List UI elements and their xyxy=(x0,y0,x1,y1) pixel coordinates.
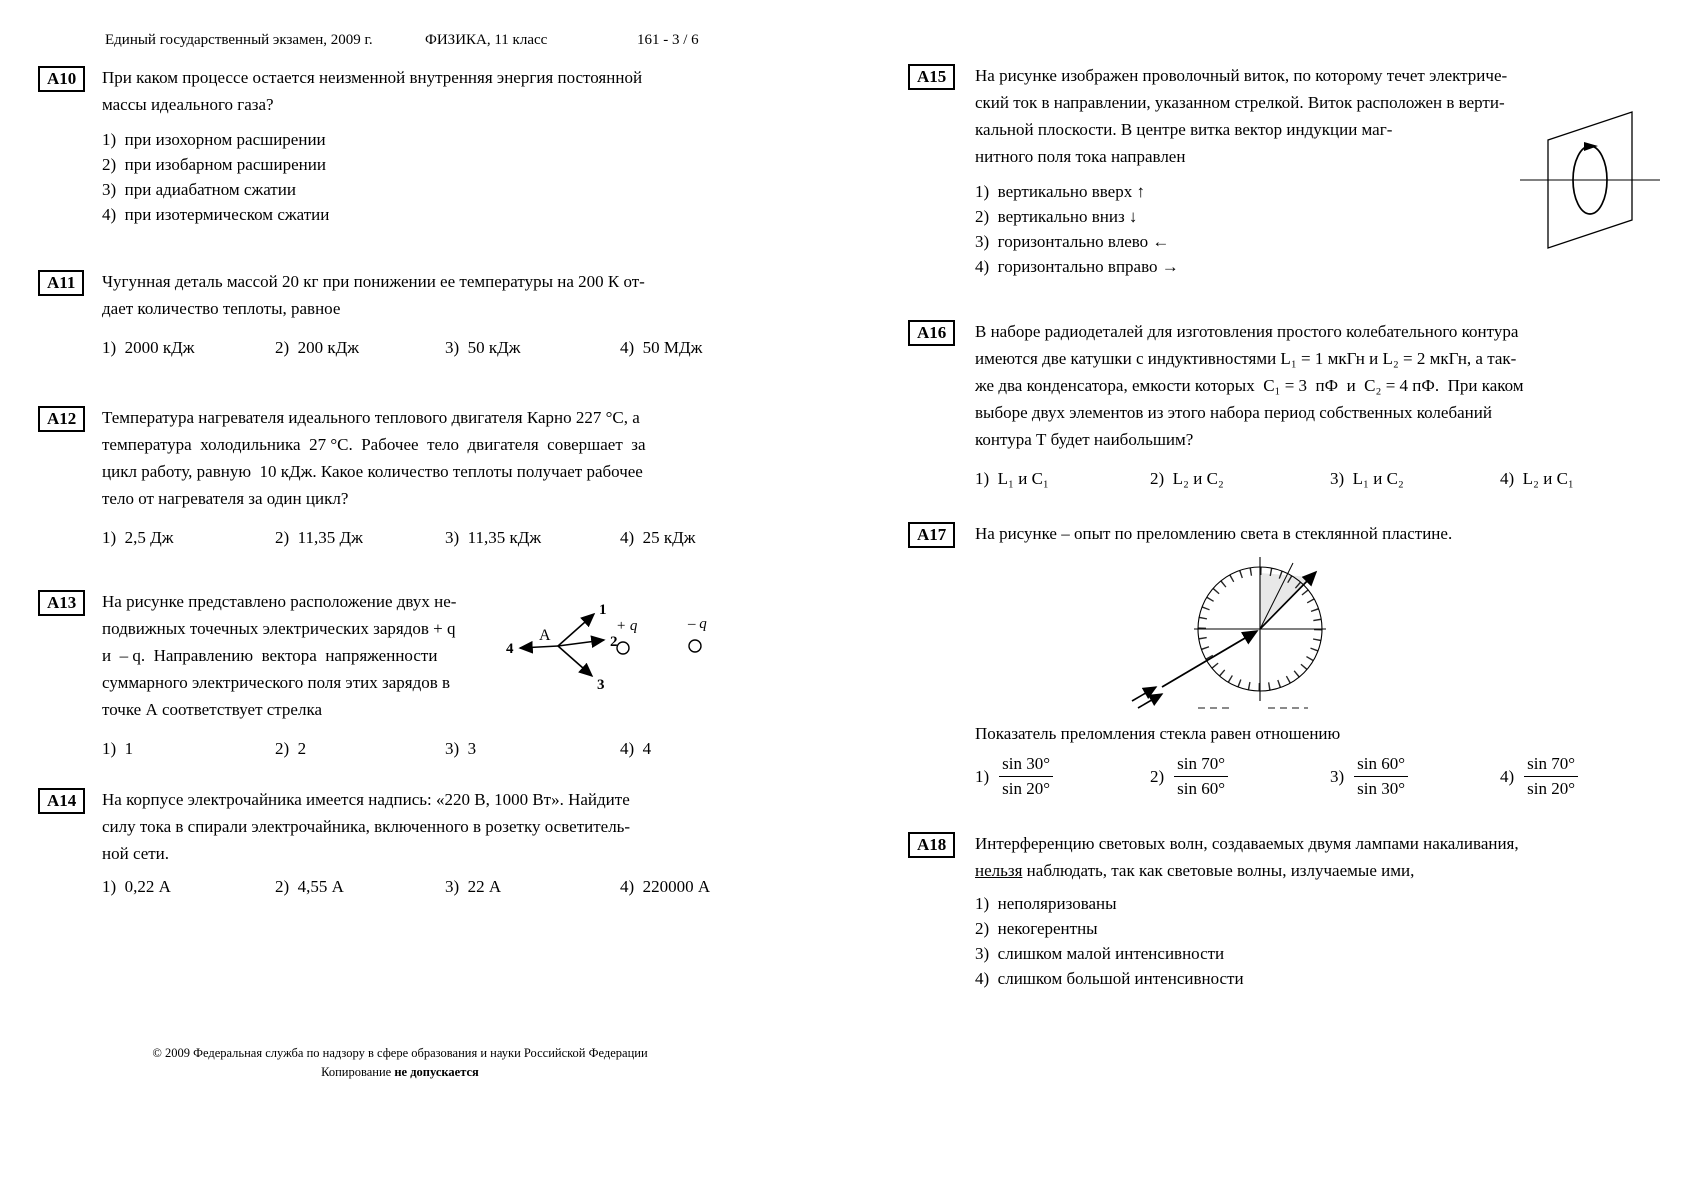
option xyxy=(975,753,1150,800)
arrow-3-label: 3 xyxy=(597,677,605,693)
option: 3) горизонтально влево ← xyxy=(975,232,1170,251)
fraction-denominator: sin 20° xyxy=(1527,779,1576,798)
question-a18-label: А18 xyxy=(908,832,955,858)
option: 4) 4 xyxy=(620,739,652,758)
text-line: При каком процессе остается неизменной внутренняя энергия постоянной xyxy=(102,68,643,87)
option: 2) 11,35 Дж xyxy=(275,528,363,547)
question-a11-label: А11 xyxy=(38,270,84,296)
question-a11 xyxy=(38,268,783,360)
fraction-denominator: sin 20° xyxy=(1002,779,1051,798)
text-line: тело от нагревателя за один цикл? xyxy=(102,489,349,508)
question-a14 xyxy=(38,786,783,899)
question-a15-label: А15 xyxy=(908,64,955,90)
text-line: температура холодильника 27 °С. Рабочее тело двигателя совершает за xyxy=(102,435,646,454)
question-a10 xyxy=(38,64,783,227)
incident-ray xyxy=(1162,631,1257,687)
text-line xyxy=(975,857,1668,884)
option: 3) 22 А xyxy=(445,877,502,896)
a13-figure-svg xyxy=(506,600,766,700)
option: 4) L₂ и C₁ xyxy=(1500,469,1574,488)
fraction xyxy=(1174,753,1228,800)
option xyxy=(1150,753,1330,800)
fraction-numerator: sin 60° xyxy=(1354,753,1408,777)
text-line: нитного поля тока направлен xyxy=(975,147,1186,166)
a15-figure-svg xyxy=(1520,102,1660,262)
arrow-2-label: 2 xyxy=(610,634,618,650)
header-exam-title: Единый государственный экзамен, 2009 г. xyxy=(105,32,373,48)
arrow-1-label: 1 xyxy=(599,602,607,618)
question-a15 xyxy=(908,62,1668,279)
option: 3) при адиабатном сжатии xyxy=(102,180,296,199)
a17-caption: Показатель преломления стекла равен отношению xyxy=(975,724,1341,743)
question-a17 xyxy=(908,520,1668,800)
fraction-numerator: sin 70° xyxy=(1174,753,1228,777)
option: 4) 25 кДж xyxy=(620,528,696,547)
a17-figure-svg xyxy=(1110,551,1410,713)
fraction xyxy=(1354,753,1408,800)
option: 2) некогерентны xyxy=(975,919,1098,938)
fraction-numerator: sin 70° xyxy=(1524,753,1578,777)
text-line: Температура нагревателя идеального теплового двигателя Карно 227 °С, а xyxy=(102,408,640,427)
text-line: На рисунке изображен проволочный виток, по которому течет электриче- xyxy=(975,66,1508,85)
charge-minus-label: – q xyxy=(688,616,707,632)
option: 2) 200 кДж xyxy=(275,338,360,357)
option: 2) вертикально вниз ↓ xyxy=(975,207,1138,226)
option: 3) слишком малой интенсивности xyxy=(975,944,1225,963)
a15-loop-figure xyxy=(1520,102,1660,262)
option-number: 3) xyxy=(1330,766,1345,786)
charge-minus-icon xyxy=(689,640,701,652)
text-line: На корпусе электрочайника имеется надпись: «220 В, 1000 Вт». Найдите xyxy=(102,790,630,809)
text-line: дает количество теплоты, равное xyxy=(102,299,341,318)
option: 4) 50 МДж xyxy=(620,338,703,357)
text-line: же два конденсатора, емкости которых С₁ = 3 пФ и С₂ = 4 пФ. При каком xyxy=(975,376,1524,395)
option: 3) 50 кДж xyxy=(445,338,521,357)
text-line: Интерференцию световых волн, создаваемых двумя лампами накаливания, xyxy=(975,834,1519,853)
text-line: контура Т будет наибольшим? xyxy=(975,430,1194,449)
option xyxy=(1500,753,1668,800)
text-line: имеются две катушки с индуктивностями L₁ = 1 мкГн и L₂ = 2 мкГн, а так- xyxy=(975,349,1517,368)
option xyxy=(1330,753,1500,800)
text-line: цикл работу, равную 10 кДж. Какое количество теплоты получает рабочее xyxy=(102,462,643,481)
question-a16-label: А16 xyxy=(908,320,955,346)
question-a18 xyxy=(908,830,1668,991)
text-line: массы идеального газа? xyxy=(102,95,274,114)
question-a13 xyxy=(38,588,783,761)
footer-copy-notice xyxy=(120,1065,680,1080)
text-line: подвижных точечных электрических зарядов + q xyxy=(102,619,456,638)
footer-copy-prefix: Копирование xyxy=(321,1065,395,1079)
point-a-label: А xyxy=(539,627,551,644)
option: 1) вертикально вверх ↑ xyxy=(975,182,1145,201)
text-line: Чугунная деталь массой 20 кг при понижении ее температуры на 200 К от- xyxy=(102,272,645,291)
question-a12 xyxy=(38,404,783,550)
text-line: суммарного электрического поля этих зарядов в xyxy=(102,673,451,692)
footer-copyright: © 2009 Федеральная служба по надзору в сфере образования и науки Российской Федерации xyxy=(152,1046,648,1060)
option: 4) горизонтально вправо → xyxy=(975,257,1179,276)
option: 2) при изобарном расширении xyxy=(102,155,326,174)
question-a10-label: А10 xyxy=(38,66,85,92)
option-number: 4) xyxy=(1500,766,1515,786)
charge-plus-icon xyxy=(617,642,629,654)
header-page-number: 161 - 3 / 6 xyxy=(637,32,699,48)
option: 2) 2 xyxy=(275,739,307,758)
option-number: 1) xyxy=(975,766,990,786)
option-number: 2) xyxy=(1150,766,1165,786)
header-subject: ФИЗИКА, 11 класс xyxy=(425,32,548,48)
charge-plus-label: + q xyxy=(616,618,638,634)
option: 2) L₂ и C₂ xyxy=(1150,469,1224,488)
fraction-numerator: sin 30° xyxy=(999,753,1053,777)
text-line: ский ток в направлении, указанном стрелкой. Виток расположен в верти- xyxy=(975,93,1505,112)
option: 1) 2,5 Дж xyxy=(102,528,174,547)
question-a14-label: А14 xyxy=(38,788,85,814)
text-line: ной сети. xyxy=(102,844,170,863)
option: 2) 4,55 А xyxy=(275,877,344,896)
option: 1) при изохорном расширении xyxy=(102,130,326,149)
question-a12-label: А12 xyxy=(38,406,85,432)
text-line: В наборе радиодеталей для изготовления простого колебательного контура xyxy=(975,322,1519,341)
option: 4) при изотермическом сжатии xyxy=(102,205,330,224)
option: 1) 0,22 А xyxy=(102,877,171,896)
fraction xyxy=(1524,753,1578,800)
text-line: точке А соответствует стрелка xyxy=(102,700,323,719)
a13-charges-figure xyxy=(506,600,766,700)
question-a17-label: А17 xyxy=(908,522,955,548)
option: 1) 2000 кДж xyxy=(102,338,195,357)
text-line-rest: наблюдать, так как световые волны, излучаемые ими, xyxy=(1022,861,1415,880)
option: 4) слишком большой интенсивности xyxy=(975,969,1244,988)
a17-refraction-figure xyxy=(1110,551,1668,718)
text-line: и – q. Направлению вектора напряженности xyxy=(102,646,438,665)
question-a13-label: А13 xyxy=(38,590,85,616)
question-a16 xyxy=(908,318,1668,491)
option: 1) L₁ и C₁ xyxy=(975,469,1049,488)
footer-copy-bold: не допускается xyxy=(394,1065,479,1079)
option: 3) L₁ и C₂ xyxy=(1330,469,1404,488)
page-footer xyxy=(120,1046,680,1080)
option: 1) 1 xyxy=(102,739,134,758)
option: 3) 11,35 кДж xyxy=(445,528,542,547)
text-line: На рисунке представлено расположение двух не- xyxy=(102,592,457,611)
option: 1) неполяризованы xyxy=(975,894,1117,913)
text-line: силу тока в спирали электрочайника, включенного в розетку осветитель- xyxy=(102,817,631,836)
text-line: выборе двух элементов из этого набора период собственных колебаний xyxy=(975,403,1492,422)
underlined-word: нельзя xyxy=(975,861,1023,880)
text-line: На рисунке – опыт по преломлению света в стеклянной пластине. xyxy=(975,524,1453,543)
text-line: кальной плоскости. В центре витка вектор индукции маг- xyxy=(975,120,1393,139)
fraction-denominator: sin 60° xyxy=(1177,779,1226,798)
option: 4) 220000 А xyxy=(620,877,711,896)
option: 3) 3 xyxy=(445,739,477,758)
fraction-denominator: sin 30° xyxy=(1357,779,1406,798)
arrow-4-label: 4 xyxy=(506,641,514,657)
fraction xyxy=(999,753,1053,800)
